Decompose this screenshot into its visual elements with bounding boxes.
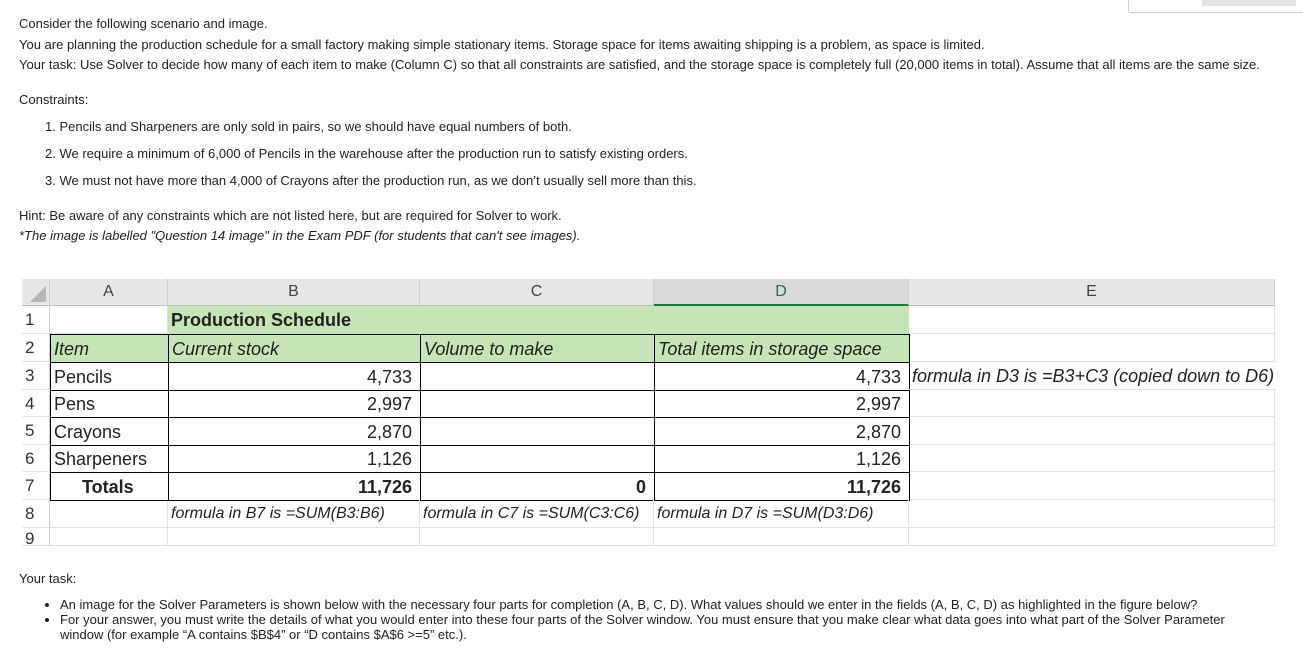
volume-to-make-cell[interactable]: [420, 390, 655, 418]
current-stock-value[interactable]: 1,126: [168, 445, 421, 473]
current-stock-value[interactable]: 2,870: [168, 417, 421, 446]
formula-note-d7[interactable]: formula in D7 is =SUM(D3:D6): [654, 500, 909, 528]
item-name[interactable]: Crayons: [50, 417, 169, 446]
row-header[interactable]: 8: [22, 500, 50, 528]
volume-to-make-cell[interactable]: [420, 362, 655, 391]
top-right-bar: [1202, 0, 1296, 6]
cell-e5[interactable]: [909, 417, 1275, 445]
row-header[interactable]: 1: [22, 306, 50, 334]
row-header[interactable]: 5: [22, 417, 50, 445]
item-name[interactable]: Pens: [50, 390, 169, 418]
current-stock-value[interactable]: 2,997: [168, 390, 421, 418]
select-all-corner[interactable]: [22, 279, 50, 306]
production-schedule-title[interactable]: Production Schedule: [168, 306, 909, 334]
volume-to-make-cell[interactable]: [420, 445, 655, 473]
item-name[interactable]: Sharpeners: [50, 445, 169, 473]
cell-a8[interactable]: [50, 500, 168, 528]
col-header-d[interactable]: D: [654, 279, 909, 306]
totals-volume[interactable]: 0: [420, 472, 655, 501]
intro-line-2: You are planning the production schedule for a small factory making simple stationary items. Storage space for items awaiting shipping is a problem, as space is limited.: [19, 37, 985, 52]
task-bullet: • An image for the Solver Parameters is shown below with the necessary four parts for completion (A, B, C, D). What values should we enter in the fields (A, B, C, D) as highlighted in the figure below?: [60, 597, 1270, 612]
totals-storage[interactable]: 11,726: [654, 472, 910, 501]
row-header[interactable]: 3: [22, 362, 50, 390]
cell-b9[interactable]: [168, 528, 420, 546]
col-header-b[interactable]: B: [168, 279, 420, 306]
totals-stock[interactable]: 11,726: [168, 472, 421, 501]
row-header[interactable]: 7: [22, 472, 50, 500]
current-stock-value[interactable]: 4,733: [168, 362, 421, 391]
row-header[interactable]: 9: [22, 528, 50, 546]
formula-note-d3[interactable]: formula in D3 is =B3+C3 (copied down to D6): [909, 362, 1275, 390]
row-header[interactable]: 4: [22, 390, 50, 417]
cell-d9[interactable]: [654, 528, 909, 546]
intro-line-1: Consider the following scenario and image.: [19, 16, 268, 31]
constraint-item: 1. Pencils and Sharpeners are only sold in pairs, so we should have equal numbers of both.: [45, 119, 572, 134]
row-header[interactable]: 2: [22, 334, 50, 362]
header-total-storage[interactable]: Total items in storage space: [654, 334, 910, 363]
constraints-label: Constraints:: [19, 92, 89, 107]
col-header-e[interactable]: E: [909, 279, 1275, 306]
total-storage-value[interactable]: 4,733: [654, 362, 910, 391]
header-current-stock[interactable]: Current stock: [168, 334, 421, 363]
cell-e1[interactable]: [909, 306, 1275, 334]
col-header-c[interactable]: C: [420, 279, 654, 306]
cell-e8[interactable]: [909, 500, 1275, 528]
constraint-item: 2. We require a minimum of 6,000 of Pencils in the warehouse after the production run to satisfy existing orders.: [45, 146, 688, 161]
intro-line-3: Your task: Use Solver to decide how many of each item to make (Column C) so that all constraints are satisfied, and the storage space is completely full (20,000 items in total). Assume that all items are the same size.: [19, 57, 1260, 72]
row-header[interactable]: 6: [22, 445, 50, 472]
cell-e4[interactable]: [909, 390, 1275, 417]
cell-e6[interactable]: [909, 445, 1275, 472]
total-storage-value[interactable]: 2,870: [654, 417, 910, 446]
note-text: *The image is labelled "Question 14 image" in the Exam PDF (for students that can't see images).: [19, 228, 581, 243]
item-name[interactable]: Pencils: [50, 362, 169, 391]
col-header-a[interactable]: A: [50, 279, 168, 306]
totals-label[interactable]: Totals: [50, 472, 169, 501]
cell-e7[interactable]: [909, 472, 1275, 500]
cell-e9[interactable]: [909, 528, 1275, 546]
constraint-item: 3. We must not have more than 4,000 of Crayons after the production run, as we don’t usually sell more than this.: [45, 173, 697, 188]
cell-a1[interactable]: [50, 306, 168, 334]
total-storage-value[interactable]: 2,997: [654, 390, 910, 418]
volume-to-make-cell[interactable]: [420, 417, 655, 446]
header-item[interactable]: Item: [50, 334, 169, 363]
hint-text: Hint: Be aware of any constraints which are not listed here, but are required for Solver to work.: [19, 208, 562, 223]
formula-note-c7[interactable]: formula in C7 is =SUM(C3:C6): [420, 500, 654, 528]
cell-c9[interactable]: [420, 528, 654, 546]
task-bullet: • For your answer, you must write the details of what you would enter into these four parts of the Solver window. You must ensure that you make clear what data goes into what part of the Solver Parameter window (for example “A contains $B$4” or “D contains $A$6 >=5” etc.).: [60, 612, 1270, 642]
cell-e2[interactable]: [909, 334, 1275, 362]
task-list: [40, 597, 1270, 642]
header-volume-to-make[interactable]: Volume to make: [420, 334, 655, 363]
total-storage-value[interactable]: 1,126: [654, 445, 910, 473]
task-label: Your task:: [19, 571, 77, 586]
cell-a9[interactable]: [50, 528, 168, 546]
constraints-list: [45, 118, 697, 199]
formula-note-b7[interactable]: formula in B7 is =SUM(B3:B6): [168, 500, 420, 528]
